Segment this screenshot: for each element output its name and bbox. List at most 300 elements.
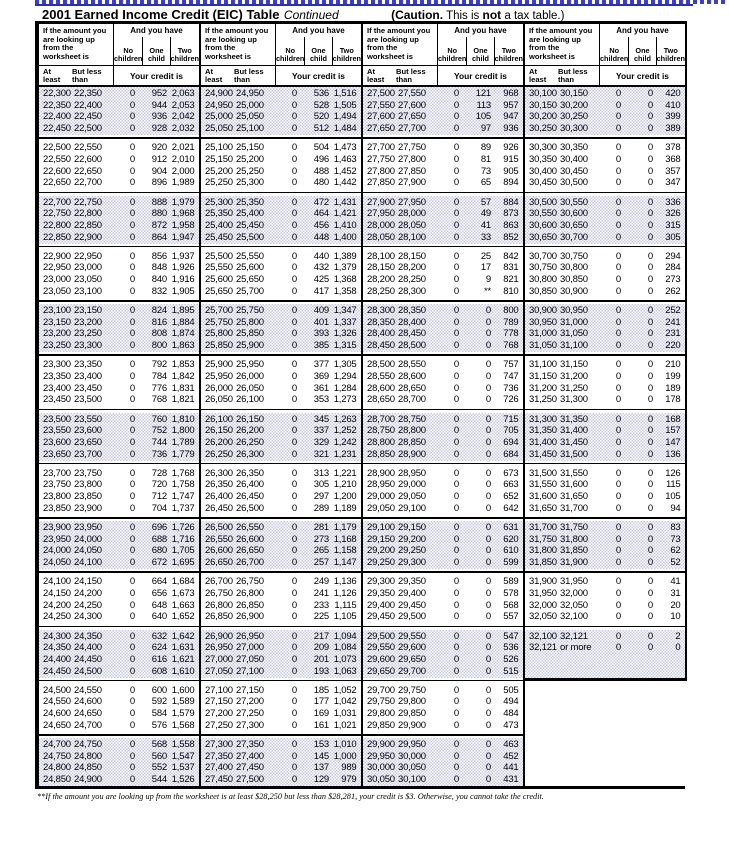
- cell-one-child: 0: [647, 394, 653, 406]
- eic-row: [201, 383, 361, 395]
- cell-but-less-than: 24,600: [74, 696, 102, 708]
- cell-two-children: 126: [665, 467, 681, 479]
- cell-one-child: 0: [485, 370, 491, 382]
- cell-two-children: 1,347: [333, 305, 357, 316]
- eic-row: [525, 576, 685, 588]
- cell-one-child: 0: [647, 522, 653, 533]
- cell-no-children: 0: [615, 576, 621, 588]
- eic-row: [39, 654, 199, 666]
- cell-but-less-than: 32,000: [560, 587, 588, 599]
- row-band: [525, 196, 685, 244]
- cell-one-child: 137: [313, 762, 329, 774]
- cell-two-children: 842: [503, 250, 519, 262]
- eic-row: [201, 340, 361, 352]
- cell-at-least: 31,700: [529, 522, 557, 533]
- band-separator-line: [363, 300, 523, 302]
- cell-two-children: 199: [665, 370, 681, 382]
- row-band: [201, 141, 361, 189]
- cell-no-children: 0: [129, 274, 135, 286]
- cell-at-least: 26,550: [205, 533, 233, 545]
- eic-row: [363, 654, 523, 666]
- cell-two-children: 494: [503, 696, 519, 708]
- cell-one-child: 0: [485, 502, 491, 514]
- cell-but-less-than: 31,400: [560, 425, 588, 437]
- cell-no-children: 0: [453, 533, 459, 545]
- cell-no-children: 0: [291, 359, 297, 371]
- band-separator-line: [201, 734, 361, 736]
- cell-at-least: 30,900: [529, 305, 557, 316]
- row-band: [201, 196, 361, 244]
- cell-no-children: 0: [291, 413, 297, 425]
- cell-but-less-than: 27,450: [236, 762, 264, 774]
- cell-at-least: 29,250: [367, 557, 395, 569]
- cell-no-children: 0: [129, 305, 135, 316]
- cell-no-children: 0: [615, 165, 621, 177]
- cell-one-child: 936: [151, 111, 167, 123]
- cell-but-less-than: 27,400: [236, 750, 264, 762]
- cell-but-less-than: 23,100: [74, 285, 102, 297]
- cell-at-least: 30,100: [529, 88, 557, 99]
- cell-no-children: 0: [453, 413, 459, 425]
- row-band: [201, 630, 361, 678]
- cell-two-children: 1,263: [333, 413, 357, 425]
- cell-two-children: 1,136: [333, 576, 357, 588]
- cell-two-children: 1,705: [171, 545, 195, 557]
- title-main: 2001 Earned Income Credit (EIC) Table: [42, 7, 280, 22]
- cell-one-child: 0: [647, 642, 653, 654]
- cell-no-children: 0: [291, 448, 297, 460]
- eic-row: [201, 762, 361, 774]
- cell-no-children: 0: [291, 611, 297, 623]
- cell-at-least: 23,600: [43, 436, 71, 448]
- eic-row: [363, 232, 523, 244]
- cell-but-less-than: 31,850: [560, 545, 588, 557]
- eic-row: [39, 739, 199, 751]
- cell-two-children: 2,032: [171, 123, 195, 135]
- cell-one-child: 265: [313, 545, 329, 557]
- cell-but-less-than: 28,350: [398, 305, 426, 316]
- cell-but-less-than: 30,250: [560, 111, 588, 123]
- cell-but-less-than: 30,550: [560, 196, 588, 208]
- cell-one-child: 313: [313, 467, 329, 479]
- cell-but-less-than: 24,150: [74, 576, 102, 588]
- cell-one-child: 0: [647, 436, 653, 448]
- table-group-1: [39, 24, 201, 786]
- cell-no-children: 0: [129, 557, 135, 569]
- cell-no-children: 0: [291, 123, 297, 135]
- cell-but-less-than: 31,800: [560, 533, 588, 545]
- cell-but-less-than: 23,450: [74, 382, 102, 394]
- cell-no-children: 0: [291, 708, 297, 720]
- eic-row: [201, 154, 361, 166]
- cell-but-less-than: 25,750: [236, 305, 264, 316]
- cell-but-less-than: 25,100: [236, 123, 264, 135]
- band-separator-line: [525, 571, 685, 573]
- band-separator-line: [201, 626, 361, 628]
- cell-two-children: 663: [503, 479, 519, 491]
- eic-row: [525, 220, 685, 232]
- cell-but-less-than: 30,000: [398, 750, 426, 762]
- band-separator-line: [39, 246, 199, 248]
- cell-one-child: 329: [313, 436, 329, 448]
- cell-no-children: 0: [615, 305, 621, 316]
- row-band: [363, 196, 523, 244]
- cell-two-children: 1,442: [333, 177, 357, 189]
- cell-one-child: 824: [151, 305, 167, 316]
- cell-at-least: 31,600: [529, 491, 557, 503]
- cell-one-child: 552: [151, 762, 167, 774]
- eic-row: [39, 197, 199, 209]
- cell-no-children: 0: [615, 111, 621, 123]
- cell-no-children: 0: [291, 305, 297, 316]
- eic-row: [39, 305, 199, 317]
- cell-two-children: 526: [503, 653, 519, 665]
- cell-but-less-than: 30,050: [398, 762, 426, 774]
- cell-no-children: 0: [291, 285, 297, 297]
- cell-one-child: 0: [485, 545, 491, 557]
- cell-but-less-than: 32,050: [560, 599, 588, 611]
- cell-no-children: 0: [453, 177, 459, 189]
- cell-two-children: 452: [503, 750, 519, 762]
- band-separator-line: [201, 463, 361, 465]
- cell-one-child: 0: [485, 642, 491, 654]
- cell-no-children: 0: [129, 719, 135, 731]
- cell-at-least: 23,800: [43, 491, 71, 503]
- at-least-label: At least: [367, 67, 385, 85]
- cell-one-child: 0: [485, 467, 491, 479]
- cell-one-child: 848: [151, 262, 167, 274]
- eic-row: [363, 720, 523, 732]
- cell-two-children: 73: [670, 533, 681, 545]
- cell-at-least: 23,750: [43, 479, 71, 491]
- cell-two-children: 736: [503, 382, 519, 394]
- cell-at-least: 27,500: [367, 88, 395, 99]
- cell-one-child: 0: [647, 359, 653, 371]
- cell-no-children: 0: [129, 684, 135, 696]
- eic-row: [201, 317, 361, 329]
- cell-but-less-than: 29,000: [398, 479, 426, 491]
- cell-one-child: 0: [485, 708, 491, 720]
- cell-at-least: 26,400: [205, 491, 233, 503]
- cell-one-child: 632: [151, 630, 167, 642]
- cell-at-least: 26,300: [205, 467, 233, 479]
- cell-no-children: 0: [615, 99, 621, 111]
- cell-no-children: 0: [129, 642, 135, 654]
- cell-no-children: 0: [129, 611, 135, 623]
- cell-one-child: 496: [313, 153, 329, 165]
- eic-row: [201, 774, 361, 786]
- cell-one-child: 57: [480, 196, 491, 208]
- cell-two-children: 1,610: [171, 665, 195, 677]
- lookup-amount-label: If the amount you are looking up from the worksheet is: [43, 26, 107, 61]
- cell-at-least: 29,550: [367, 642, 395, 654]
- cell-no-children: 0: [615, 219, 621, 231]
- cell-at-least: 23,000: [43, 274, 71, 286]
- cell-two-children: 1,547: [171, 750, 195, 762]
- cell-two-children: 2,042: [171, 111, 195, 123]
- cell-one-child: 0: [647, 479, 653, 491]
- cell-one-child: 353: [313, 394, 329, 406]
- cell-at-least: 27,750: [367, 153, 395, 165]
- cell-one-child: 512: [313, 123, 329, 135]
- cell-one-child: 0: [485, 522, 491, 533]
- cell-but-less-than: 28,300: [398, 285, 426, 297]
- eic-row: [363, 479, 523, 491]
- cell-one-child: 225: [313, 611, 329, 623]
- cell-one-child: 776: [151, 382, 167, 394]
- band-separator-line: [39, 680, 199, 682]
- band-separator-line: [525, 300, 685, 302]
- cell-at-least: 23,400: [43, 382, 71, 394]
- cell-at-least: 27,200: [205, 708, 233, 720]
- cell-two-children: 157: [665, 425, 681, 437]
- eic-row: [39, 685, 199, 697]
- cell-at-least: 31,550: [529, 479, 557, 491]
- cell-at-least: 22,950: [43, 262, 71, 274]
- cell-one-child: 0: [647, 262, 653, 274]
- cell-no-children: 0: [129, 739, 135, 750]
- cell-but-less-than: 22,800: [74, 208, 102, 220]
- cell-two-children: 1,063: [333, 665, 357, 677]
- cell-two-children: 1,379: [333, 262, 357, 274]
- caution-bold: (Caution.: [391, 8, 444, 22]
- cell-two-children: 1,579: [171, 708, 195, 720]
- cell-at-least: 26,100: [205, 413, 233, 425]
- row-band: [39, 575, 199, 623]
- cell-two-children: 631: [503, 522, 519, 533]
- cell-at-least: 23,500: [43, 413, 71, 425]
- eic-row: [525, 340, 685, 352]
- cell-at-least: 27,250: [205, 719, 233, 731]
- children-col-header-1: One child: [304, 37, 331, 65]
- cell-but-less-than: 27,600: [398, 99, 426, 111]
- cell-two-children: 1,494: [333, 111, 357, 123]
- eic-row: [201, 654, 361, 666]
- eic-row: [39, 220, 199, 232]
- cell-but-less-than: 32,100: [560, 611, 588, 623]
- cell-no-children: 0: [615, 370, 621, 382]
- eic-row: [201, 557, 361, 569]
- cell-two-children: 1,337: [333, 316, 357, 328]
- cell-no-children: 0: [291, 696, 297, 708]
- band-separator-line: [525, 354, 685, 356]
- cell-but-less-than: 26,250: [236, 436, 264, 448]
- cell-two-children: 1,368: [333, 274, 357, 286]
- row-band: [525, 413, 685, 461]
- cell-but-less-than: 26,500: [236, 502, 264, 514]
- cell-at-least: 24,900: [205, 88, 233, 99]
- cell-one-child: 600: [151, 684, 167, 696]
- cell-no-children: 0: [291, 219, 297, 231]
- cell-no-children: 0: [291, 316, 297, 328]
- cell-at-least: 23,050: [43, 285, 71, 297]
- cell-one-child: 656: [151, 587, 167, 599]
- cell-no-children: 0: [129, 576, 135, 588]
- cell-but-less-than: 28,100: [398, 231, 426, 243]
- cell-no-children: 0: [129, 587, 135, 599]
- cell-at-least: 32,000: [529, 599, 557, 611]
- cell-no-children: 0: [291, 177, 297, 189]
- row-band: [39, 141, 199, 189]
- eic-row: [525, 177, 685, 189]
- cell-two-children: 147: [665, 436, 681, 448]
- cell-but-less-than: 22,950: [74, 250, 102, 262]
- cell-no-children: 0: [129, 599, 135, 611]
- cell-two-children: 473: [503, 719, 519, 731]
- eic-row: [201, 479, 361, 491]
- cell-at-least: 25,050: [205, 123, 233, 135]
- eic-row: [201, 576, 361, 588]
- cell-two-children: 241: [665, 316, 681, 328]
- cell-two-children: 2,021: [171, 142, 195, 154]
- cell-at-least: 29,700: [367, 684, 395, 696]
- cell-but-less-than: 22,400: [74, 99, 102, 111]
- cell-at-least: 24,150: [43, 587, 71, 599]
- cell-no-children: 0: [291, 250, 297, 262]
- cell-at-least: 26,000: [205, 382, 233, 394]
- cell-but-less-than: 29,450: [398, 599, 426, 611]
- eic-row: [525, 545, 685, 557]
- cell-one-child: 648: [151, 599, 167, 611]
- and-you-have-label: And you have: [616, 26, 669, 35]
- cell-but-less-than: 27,150: [236, 684, 264, 696]
- eic-row: [201, 696, 361, 708]
- cell-but-less-than: 27,500: [236, 774, 264, 786]
- cell-two-children: 1,747: [171, 491, 195, 503]
- cell-one-child: 0: [647, 576, 653, 588]
- eic-row: [363, 437, 523, 449]
- cell-two-children: 1,042: [333, 696, 357, 708]
- cell-at-least: 30,150: [529, 99, 557, 111]
- cell-no-children: 0: [129, 448, 135, 460]
- cell-but-less-than: 26,050: [236, 382, 264, 394]
- cell-at-least: 24,400: [43, 653, 71, 665]
- cell-one-child: 592: [151, 696, 167, 708]
- cell-but-less-than: 30,750: [560, 250, 588, 262]
- cell-but-less-than: 23,000: [74, 262, 102, 274]
- row-band: [39, 521, 199, 569]
- cell-at-least: 30,700: [529, 250, 557, 262]
- cell-at-least: 30,550: [529, 208, 557, 220]
- cell-at-least: 26,850: [205, 611, 233, 623]
- cell-but-less-than: 23,900: [74, 502, 102, 514]
- cell-two-children: 168: [665, 413, 681, 425]
- cell-one-child: 177: [313, 696, 329, 708]
- cell-but-less-than: 27,850: [398, 165, 426, 177]
- cell-at-least: 27,050: [205, 665, 233, 677]
- cell-at-least: 25,650: [205, 285, 233, 297]
- cell-one-child: 864: [151, 231, 167, 243]
- cell-but-less-than: 31,900: [560, 557, 588, 569]
- cell-but-less-than: 30,600: [560, 208, 588, 220]
- row-band: [39, 413, 199, 461]
- cell-no-children: 0: [291, 262, 297, 274]
- eic-row: [201, 631, 361, 643]
- cell-two-children: 1,210: [333, 479, 357, 491]
- cell-at-least: 22,600: [43, 165, 71, 177]
- eic-row: [525, 588, 685, 600]
- cell-two-children: 189: [665, 382, 681, 394]
- cell-two-children: 1,905: [171, 285, 195, 297]
- group-header: [525, 24, 685, 87]
- cell-at-least: 25,900: [205, 359, 233, 371]
- eic-row: [363, 449, 523, 461]
- cell-two-children: 368: [665, 153, 681, 165]
- cell-one-child: 369: [313, 370, 329, 382]
- cell-at-least: 27,100: [205, 684, 233, 696]
- cell-but-less-than: 27,300: [236, 719, 264, 731]
- cell-two-children: 789: [503, 316, 519, 328]
- cell-at-least: 29,950: [367, 750, 395, 762]
- cell-one-child: 440: [313, 250, 329, 262]
- eic-row: [201, 545, 361, 557]
- cell-one-child: 800: [151, 340, 167, 352]
- cell-no-children: 0: [615, 382, 621, 394]
- cell-one-child: 528: [313, 99, 329, 111]
- cell-no-children: 0: [129, 165, 135, 177]
- cell-at-least: 25,450: [205, 231, 233, 243]
- cell-two-children: 1,568: [171, 719, 195, 731]
- lookup-amount-label: If the amount you are looking up from the worksheet is: [367, 26, 431, 61]
- cell-but-less-than: 23,150: [74, 305, 102, 316]
- cell-at-least: 32,050: [529, 611, 557, 623]
- band-separator-line: [363, 354, 523, 356]
- eic-row: [39, 111, 199, 123]
- cell-no-children: 0: [291, 99, 297, 111]
- eic-table: [39, 21, 687, 786]
- cell-but-less-than: 22,600: [74, 153, 102, 165]
- cell-one-child: 0: [647, 111, 653, 123]
- cell-but-less-than: 28,000: [398, 208, 426, 220]
- band-separator-line: [201, 571, 361, 573]
- eic-row: [363, 739, 523, 751]
- row-band: [363, 630, 523, 678]
- cell-one-child: 752: [151, 425, 167, 437]
- cell-at-least: 27,600: [367, 111, 395, 123]
- cell-but-less-than: 26,400: [236, 479, 264, 491]
- cell-one-child: 345: [313, 413, 329, 425]
- row-band: [363, 87, 523, 135]
- group-header: [39, 24, 199, 87]
- band-separator-line: [39, 192, 199, 194]
- cell-but-less-than: 23,050: [74, 274, 102, 286]
- cell-at-least: 31,250: [529, 394, 557, 406]
- cell-one-child: 616: [151, 653, 167, 665]
- eic-row: [201, 166, 361, 178]
- cell-no-children: 0: [453, 653, 459, 665]
- cell-at-least: 30,650: [529, 231, 557, 243]
- cell-two-children: 947: [503, 111, 519, 123]
- cell-but-less-than: 28,900: [398, 448, 426, 460]
- cell-no-children: 0: [291, 762, 297, 774]
- eic-row: [525, 394, 685, 406]
- cell-one-child: 0: [647, 316, 653, 328]
- and-you-have-label: And you have: [130, 26, 183, 35]
- cell-one-child: 0: [485, 653, 491, 665]
- cell-two-children: 1,094: [333, 630, 357, 642]
- row-band: [201, 358, 361, 406]
- cell-two-children: 178: [665, 394, 681, 406]
- cell-but-less-than: 30,150: [560, 88, 588, 99]
- cell-but-less-than: 23,650: [74, 436, 102, 448]
- cell-at-least: 22,400: [43, 111, 71, 123]
- cell-one-child: 640: [151, 611, 167, 623]
- row-band: [363, 684, 523, 732]
- cell-no-children: 0: [453, 382, 459, 394]
- cell-at-least: 25,300: [205, 196, 233, 208]
- eic-row: [201, 286, 361, 298]
- cell-no-children: 0: [453, 719, 459, 731]
